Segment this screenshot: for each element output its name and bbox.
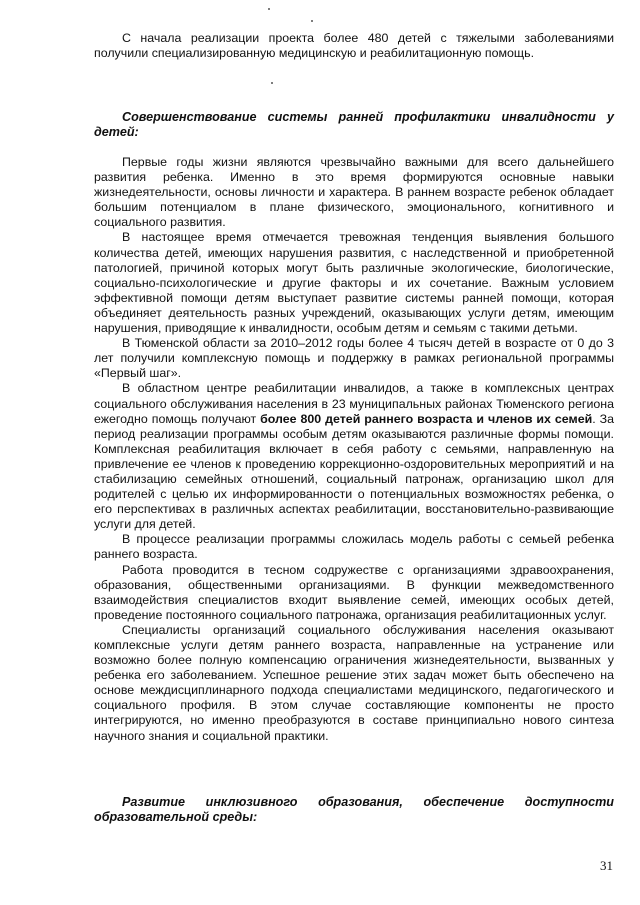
paragraph-3: В Тюменской области за 2010–2012 годы более 4 тысяч детей в возрасте от 0 до 3 лет получили комплексную помощь и поддержку в рамках региональной программы «Первый шаг». — [94, 336, 614, 381]
paragraph-5: В процессе реализации программы сложилась модель работы с семьей ребенка раннего возраста. — [94, 532, 614, 562]
scan-speck — [271, 82, 273, 84]
paragraph-4-emphasis: более 800 детей раннего возраста и членов их семей — [260, 411, 593, 426]
section-heading-inclusive-education: Развитие инклюзивного образования, обеспечение доступности образовательной среды: — [94, 795, 614, 825]
section-heading-early-prevention: Совершенствование системы ранней профилактики инвалидности у детей: — [94, 110, 614, 140]
paragraph-4-text-b: . За период реализации программы особым детям оказываются различные формы помощи. Комплексная реабилитация включает в себя работу с семьями, направленную на привлечение ее членов к проведению коррекционно-оздоровительных мероприятий и на стабилизацию семейных отношений, социальный патронаж, организацию школ для родителей с целью их информированности о потенциальных возможностях ребенка, о его перспективах в различных аспектах реабилитации, восстановительно-развивающие услуги для детей. — [94, 411, 614, 532]
paragraph-2: В настоящее время отмечается тревожная тенденция выявления большого количества детей, имеющих нарушения развития, с наследственной и приобретенной патологией, причиной которых могут быть различные экологические, биологические, социально-психологические и другие факторы и их сочетание. Важным условием эффективной помощи детям выступает развитие системы ранней помощи, которая объединяет деятельность разных учреждений, оказывающих услуги детям, имеющим нарушения, приводящие к инвалидности, особым детям и семьям с такими детьми. — [94, 230, 614, 336]
paragraph-intro: С начала реализации проекта более 480 детей с тяжелыми заболеваниями получили специализированную медицинскую и реабилитационную помощь. — [94, 31, 614, 61]
paragraph-7: Специалисты организаций социального обслуживания населения оказывают комплексные услуги детям раннего возраста, направленные на устранение или возможно более полную компенсацию ограничения жизнедеятельности, вызванных у ребенка его заболеванием. Успешное решение этих задач может быть обеспечено на основе междисциплинарного подхода специалистами медицинского, педагогического и социального профиля. В этом случае составляющие компоненты не просто интегрируются, но именно преобразуются в составе принципиально нового синтеза научного знания и социальной практики. — [94, 622, 614, 743]
scan-speck — [311, 20, 313, 22]
paragraph-4-text-a: В областном центре реабилитации инвалидов, а также в комплексных центрах социального обслуживания населения в 23 муниципальных районах Тюменского региона ежегодно помощь получают — [94, 381, 614, 426]
paragraph-1: Первые годы жизни являются чрезвычайно важными для всего дальнейшего развития ребенка. Именно в это время формируются основные навыки жизнедеятельности, основы личности и характера. В раннем возрасте ребенок обладает большим потенциалом в плане физического, эмоционального, когнитивного и социального развития. — [94, 155, 614, 230]
paragraph-4 — [94, 381, 614, 532]
section-body — [94, 155, 614, 744]
page-number: 31 — [600, 858, 613, 873]
scan-speck — [268, 8, 270, 10]
intro-paragraph — [94, 31, 614, 61]
paragraph-6: Работа проводится в тесном содружестве с организациями здравоохранения, образования, общественными организациями. В функции межведомственного взаимодействия специалистов входит выявление семей, имеющих особых детей, проведение постоянного социального патронажа, организация реабилитационных услуг. — [94, 562, 614, 622]
